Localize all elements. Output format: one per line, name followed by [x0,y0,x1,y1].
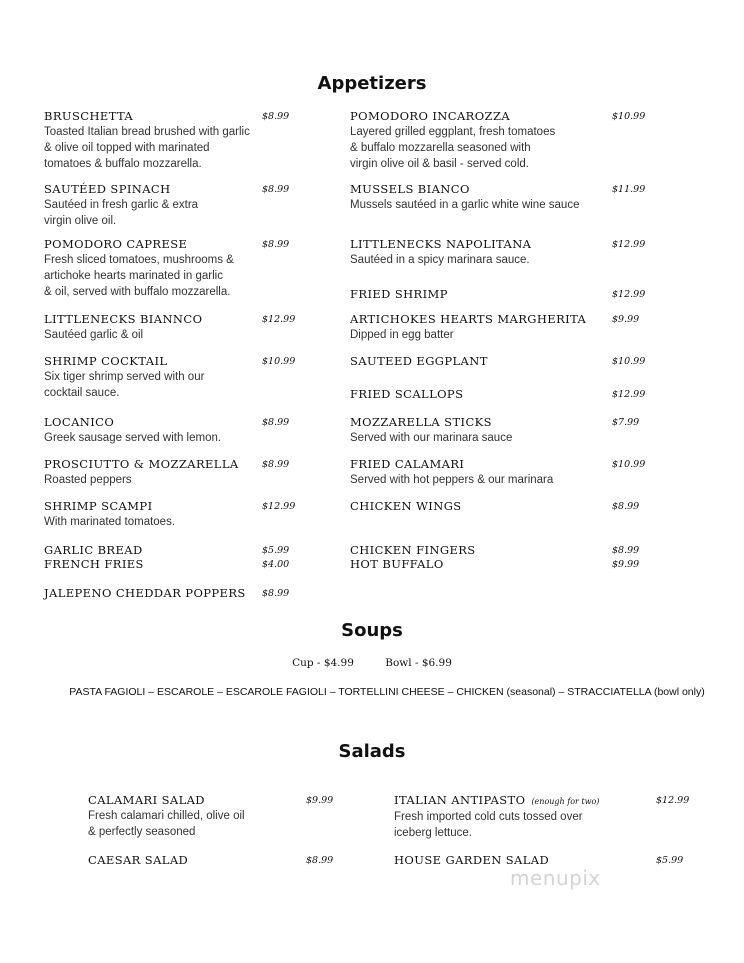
menu-item-sauteed-eggplant [350,354,488,369]
item-name-text: GARLIC BREAD [44,543,143,557]
item-name-text: FRIED CALAMARI [350,457,465,471]
item-description: Greek sausage served with lemon. [44,432,222,444]
menu-item-fried-shrimp [350,287,448,302]
item-description: Fresh sliced tomatoes, mushrooms & [44,254,234,266]
item-price: $5.99 [656,855,684,866]
item-description: Sautéed garlic & oil [44,329,144,341]
menu-item-locanico [44,415,221,446]
salads-heading: Salads [338,741,406,762]
item-price: $12.99 [612,389,646,400]
item-name-text: HOT BUFFALO [350,557,444,571]
item-name-text: ARTICHOKES HEARTS MARGHERITA [350,312,587,326]
item-name-text: MOZZARELLA STICKS [350,415,492,429]
item-price: $8.99 [262,239,290,250]
menu-item-jalepeno-cheddar-poppers [44,586,246,601]
item-description: Sautéed in fresh garlic & extra [44,199,199,211]
menu-item-italian-antipasto [394,793,599,841]
menu-item-calamari-salad [88,793,245,840]
item-price: $8.99 [262,459,290,470]
item-price: $8.99 [262,111,290,122]
item-name [44,557,144,572]
item-description: Fresh calamari chilled, olive oil [88,810,245,822]
menu-item-hot-buffalo [350,557,444,572]
item-price: $5.99 [262,545,290,556]
item-price: $9.99 [612,314,640,325]
item-name-text: HOUSE GARDEN SALAD [394,853,550,867]
item-name-text: LITTLENECKS BIANNCO [44,312,203,326]
item-name-text: CAESAR SALAD [88,853,189,867]
item-name [44,457,239,472]
item-name [44,499,175,514]
menu-item-littlenecks-biannco [44,312,202,343]
watermark: menupix [510,866,601,890]
menu-item-artichokes-hearts-margherita [350,312,586,343]
item-name-text: BRUSCHETTA [44,109,134,123]
item-price: $7.99 [612,417,640,428]
appetizers-heading: Appetizers [317,73,427,94]
item-name [350,457,553,472]
item-description: Served with our marinara sauce [350,432,513,444]
item-name-text: FRIED SCALLOPS [350,387,464,401]
item-name [350,543,476,558]
soup-bowl-price: Bowl - $6.99 [385,657,452,669]
item-description: Mussels sautéed in a garlic white wine sauce [350,199,580,211]
item-description: Roasted peppers [44,474,132,486]
item-name-text: ITALIAN ANTIPASTO [394,793,526,807]
item-name [44,109,250,124]
item-name [350,557,444,572]
item-name [44,237,234,252]
menu-item-fried-scallops [350,387,463,402]
item-price: $10.99 [612,356,646,367]
menu-item-prosciutto-mozzarella [44,457,239,488]
menu-item-mozzarella-sticks [350,415,512,446]
item-name [44,312,202,327]
item-name [44,182,198,197]
item-name-text: FRIED SHRIMP [350,287,448,301]
item-name-text: CALAMARI SALAD [88,793,205,807]
item-name [44,354,204,369]
item-price: $12.99 [262,314,296,325]
item-description: virgin olive oil. [44,215,117,227]
item-price: $12.99 [612,289,646,300]
item-description: & oil, served with buffalo mozzarella. [44,286,231,298]
item-description: Six tiger shrimp served with our [44,371,205,383]
item-description: Toasted Italian bread brushed with garlic [44,126,250,138]
item-name [350,287,448,302]
item-description: Layered grilled eggplant, fresh tomatoes [350,126,556,138]
menu-item-bruschetta [44,109,250,172]
item-description: cocktail sauce. [44,387,120,399]
menu-item-littlenecks-napolitana [350,237,531,268]
item-name [88,793,245,808]
menu-item-pomodoro-caprese [44,237,234,300]
item-name [350,415,512,430]
item-name-text: POMODORO CAPRESE [44,237,188,251]
item-name [394,793,599,809]
item-description: Dipped in egg batter [350,329,454,341]
menu-item-shrimp-cocktail [44,354,204,401]
item-name-text: SAUTEED EGGPLANT [350,354,488,368]
item-price: $10.99 [262,356,296,367]
menu-item-shrimp-scampi [44,499,175,530]
item-name-text: SAUTÉED SPINACH [44,182,171,196]
item-name [350,387,463,402]
soups-heading: Soups [341,620,403,641]
soup-prices [0,657,744,669]
menu-item-mussels-bianco [350,182,579,213]
item-price: $9.99 [306,795,334,806]
item-description: Served with hot peppers & our marinara [350,474,554,486]
item-name-text: SHRIMP SCAMPI [44,499,153,513]
item-name-text: FRENCH FRIES [44,557,144,571]
menu-item-caesar-salad [88,853,188,868]
item-name [350,312,586,327]
menu-item-chicken-wings [350,499,462,514]
menu-item-chicken-fingers [350,543,476,558]
item-price: $10.99 [612,111,646,122]
item-name [350,109,555,124]
item-name-text: MUSSELS BIANCO [350,182,470,196]
item-price: $10.99 [612,459,646,470]
item-price: $11.99 [612,184,646,195]
item-description: & perfectly seasoned [88,826,196,838]
item-name [350,182,579,197]
item-price: $9.99 [612,559,640,570]
item-description: & buffalo mozzarella seasoned with [350,142,531,154]
item-price: $12.99 [262,501,296,512]
item-name [88,853,188,868]
menu-item-pomodoro-incarozza [350,109,555,172]
item-description: & olive oil topped with marinated [44,142,210,154]
item-name-text: JALEPENO CHEDDAR POPPERS [44,586,246,600]
item-description: With marinated tomatoes. [44,516,176,528]
item-price: $12.99 [656,795,690,806]
soup-list: PASTA FAGIOLI – ESCAROLE – ESCAROLE FAGIOLI – TORTELLINI CHEESE – CHICKEN (seasonal) – STRACCIATELLA (bowl only) [69,686,705,698]
item-price: $8.99 [262,588,290,599]
item-name-text: POMODORO INCAROZZA [350,109,511,123]
item-name-text: PROSCIUTTO & MOZZARELLA [44,457,239,471]
item-name [44,543,143,558]
item-name [350,354,488,369]
item-price: $8.99 [262,417,290,428]
item-price: $8.99 [612,545,640,556]
item-name [350,499,462,514]
menu-item-garlic-bread [44,543,143,558]
item-price: $8.99 [262,184,290,195]
menu-item-french-fries [44,557,144,572]
item-price: $12.99 [612,239,646,250]
item-name [44,586,246,601]
item-description: tomatoes & buffalo mozzarella. [44,158,202,170]
item-description: virgin olive oil & basil - served cold. [350,158,529,170]
item-description: Sautéed in a spicy marinara sauce. [350,254,530,266]
item-name [44,415,221,430]
item-name-text: CHICKEN FINGERS [350,543,476,557]
menu-item-saut-ed-spinach [44,182,198,229]
item-name-text: SHRIMP COCKTAIL [44,354,168,368]
item-description: iceberg lettuce. [394,827,472,839]
item-price: $4.00 [262,559,290,570]
item-name-text: CHICKEN WINGS [350,499,462,513]
item-price: $8.99 [612,501,640,512]
item-name [350,237,531,252]
item-description: artichoke hearts marinated in garlic [44,270,223,282]
menu-item-fried-calamari [350,457,553,488]
item-note: (enough for two) [531,797,600,806]
item-name-text: LOCANICO [44,415,115,429]
item-price: $8.99 [306,855,334,866]
item-description: Fresh imported cold cuts tossed over [394,811,583,823]
soup-cup-price: Cup - $4.99 [292,657,354,669]
item-name-text: LITTLENECKS NAPOLITANA [350,237,532,251]
